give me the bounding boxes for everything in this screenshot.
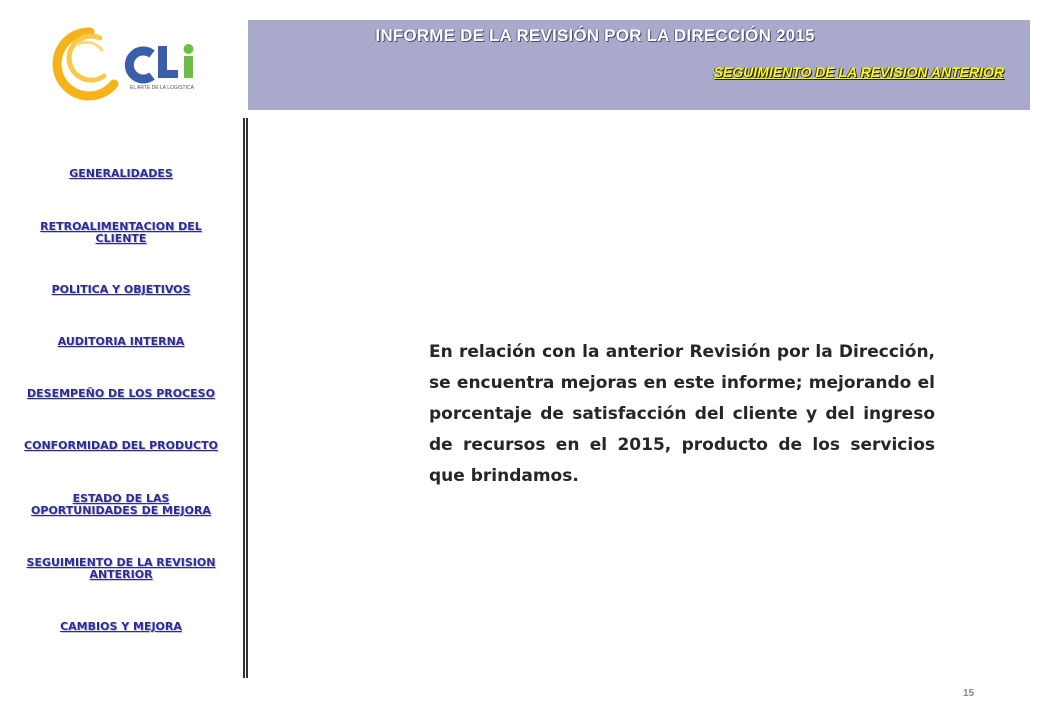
company-logo bbox=[48, 24, 218, 104]
nav-item-auditoria[interactable]: AUDITORIA INTERNA bbox=[57, 335, 185, 348]
divider-line bbox=[243, 118, 245, 678]
nav-item-cambios[interactable]: CAMBIOS Y MEJORA bbox=[60, 620, 182, 633]
nav-item-seguimiento[interactable]: SEGUIMIENTO DE LA REVISION ANTERIOR bbox=[26, 556, 216, 581]
cli-logo-icon bbox=[48, 24, 218, 104]
page-title: INFORME DE LA REVISIÓN POR LA DIRECCIÓN 2015 bbox=[375, 26, 815, 45]
logo-tagline: EL ARTE DE LA LOGISTICA bbox=[130, 85, 194, 91]
nav-item-desempeno[interactable]: DESEMPEÑO DE LOS PROCESO bbox=[27, 387, 215, 400]
page-subtitle: SEGUIMIENTO DE LA REVISION ANTERIOR bbox=[713, 64, 1004, 80]
nav-item-oportunidades[interactable]: ESTADO DE LAS OPORTUNIDADES DE MEJORA bbox=[31, 492, 211, 517]
nav-item-politica[interactable]: POLITICA Y OBJETIVOS bbox=[51, 283, 191, 296]
header-banner bbox=[248, 20, 1030, 110]
nav-item-generalidades[interactable]: GENERALIDADES bbox=[69, 167, 173, 180]
nav-item-retroalimentacion[interactable]: RETROALIMENTACION DEL CLIENTE bbox=[40, 220, 202, 245]
divider-line bbox=[246, 118, 248, 678]
page-number: 15 bbox=[963, 688, 975, 699]
main-paragraph: En relación con la anterior Revisión por la Dirección, se encuentra mejoras en este informe; mejorando el porcentaje de satisfacción del cliente y del ingreso de recursos en el 2015, producto de los servicios que brindamos. bbox=[429, 342, 935, 486]
nav-item-conformidad[interactable]: CONFORMIDAD DEL PRODUCTO bbox=[24, 439, 218, 452]
